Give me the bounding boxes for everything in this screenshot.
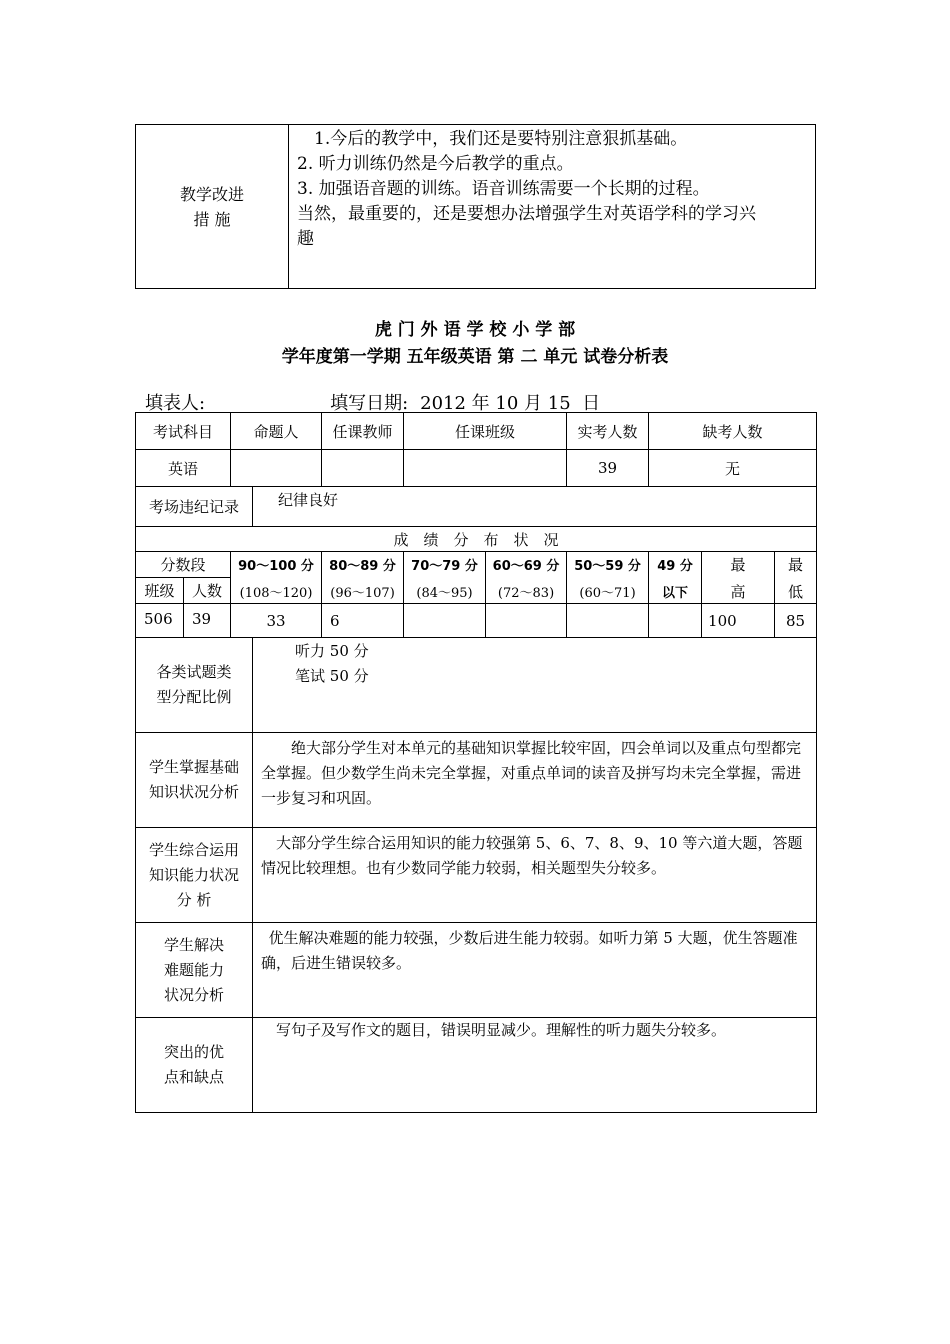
improvement-line-1: 1.今后的教学中，我们还是要特别注意狠抓基础。 [314, 129, 688, 149]
section-difficult-text: 优生解决难题的能力较强，少数后进生能力较弱。如听力第 5 大题，优生答题准确，后进生错误较多。 [261, 929, 798, 972]
section-basic-body [253, 733, 817, 828]
section-apply-text: 大部分学生综合运用知识的能力较强第 5、6、7、8、9、10 等六道大题，答题情况比较理想。也有少数同学能力较弱，相关题型失分较多。 [261, 834, 803, 877]
count-value: 39 [184, 604, 231, 638]
section-difficult-label-3: 状况分析 [164, 985, 225, 1004]
band-2 [322, 552, 404, 604]
improvement-label-line1: 教学改进 [179, 184, 244, 204]
band-4-range: (72～83) [497, 585, 555, 601]
max-line2: 高 [730, 582, 746, 601]
band-3-range: (84～95) [416, 585, 473, 601]
max-header [702, 552, 775, 604]
section-strength-label-2: 点和缺点 [164, 1068, 225, 1086]
section-basic-text: 绝大部分学生对本单元的基础知识掌握比较牢固，四会单词以及重点句型都完全掌握。但少数学生尚未完全掌握，对重点单词的读音及拼写均未完全掌握，需进一步复习和巩固。 [261, 739, 802, 807]
section-difficult-row [136, 923, 817, 1018]
band-1 [231, 552, 322, 604]
count-label: 人数 [184, 578, 231, 604]
info-header-teacher: 任课教师 [322, 413, 404, 450]
section-strength-row [136, 1018, 817, 1113]
section-difficult-label-2: 难题能力 [164, 960, 225, 979]
info-value-row [136, 450, 817, 487]
section-difficult-body [253, 923, 817, 1018]
section-apply-body [253, 828, 817, 923]
section-difficult-label-1: 学生解决 [164, 935, 225, 954]
page-title: 学年度第一学期 五年级英语 第 二 单元 试卷分析表 [281, 347, 669, 367]
section-apply-label-1: 学生综合运用 [149, 840, 240, 859]
band-label-row [136, 552, 817, 578]
info-header-present: 实考人数 [567, 413, 649, 450]
analysis-table [135, 412, 817, 1113]
below49-line2: 以下 [662, 585, 689, 601]
info-value-class [404, 450, 567, 487]
max-score: 100 [702, 604, 775, 638]
section-basic-row [136, 733, 817, 828]
section-ratio-text-2: 笔试 50 分 [295, 667, 369, 685]
below49-line1: 49 分 [657, 558, 693, 574]
section-strength-text: 写句子及写作文的题目，错误明显减少。理解性的听力题失分较多。 [276, 1021, 727, 1039]
band-4-count [486, 604, 567, 638]
section-strength-body [253, 1018, 817, 1113]
class-value: 506 [136, 604, 184, 638]
min-score: 85 [775, 604, 817, 638]
info-value-subject: 英语 [136, 450, 231, 487]
class-label: 班级 [136, 578, 184, 604]
info-value-present: 39 [567, 450, 649, 487]
improvement-label [136, 125, 289, 289]
band-below49 [649, 552, 702, 604]
date-value: 2012 年 10 月 15 日 [420, 393, 601, 414]
band-2-range: (96～107) [330, 585, 395, 601]
distribution-title: 成 绩 分 布 状 况 [136, 527, 817, 552]
min-line1: 最 [788, 555, 804, 574]
improvement-line-4: 当然，最重要的，还是要想办法增强学生对英语学科的学习兴 [297, 204, 756, 224]
info-value-teacher [322, 450, 404, 487]
section-difficult-label [136, 923, 253, 1018]
band-3-count [404, 604, 486, 638]
info-header-subject: 考试科目 [136, 413, 231, 450]
date-label: 填写日期: [330, 393, 409, 414]
section-ratio-text-1: 听力 50 分 [295, 642, 369, 660]
section-basic-label-1: 学生掌握基础 [149, 758, 240, 776]
info-header-class: 任课班级 [404, 413, 567, 450]
improvement-table [135, 124, 816, 289]
band-3 [404, 552, 486, 604]
band-5 [567, 552, 649, 604]
band-5-count [567, 604, 649, 638]
section-basic-label [136, 733, 253, 828]
improvement-line-5: 趣 [297, 229, 314, 249]
distribution-title-row [136, 527, 817, 552]
section-strength-label [136, 1018, 253, 1113]
discipline-label: 考场违纪记录 [136, 487, 253, 527]
filler-label: 填表人: [145, 393, 206, 414]
band-5-range: (60～71) [579, 585, 636, 601]
below49-count [649, 604, 702, 638]
score-band-label: 分数段 [136, 552, 231, 578]
section-basic-label-2: 知识状况分析 [149, 783, 240, 801]
band-1-count: 33 [231, 604, 322, 638]
discipline-value: 纪律良好 [253, 487, 817, 527]
section-strength-label-1: 突出的优 [164, 1043, 225, 1061]
improvement-label-line2: 措 施 [193, 209, 231, 229]
info-header-absent: 缺考人数 [649, 413, 817, 450]
band-1-label: 90～100 分 [238, 558, 314, 574]
section-apply-label-3: 分 析 [176, 890, 212, 909]
info-value-setter [231, 450, 322, 487]
improvement-content [289, 125, 816, 289]
section-ratio-label [136, 638, 253, 733]
section-ratio-label-1: 各类试题类 [156, 663, 232, 681]
section-apply-row [136, 828, 817, 923]
min-line2: 低 [788, 582, 804, 601]
distribution-data-row [136, 604, 817, 638]
section-apply-label [136, 828, 253, 923]
section-apply-label-2: 知识能力状况 [149, 865, 240, 884]
min-header [775, 552, 817, 604]
section-ratio-label-2: 型分配比例 [156, 688, 232, 706]
band-4-label: 60～69 分 [492, 558, 560, 574]
band-3-label: 70～79 分 [411, 558, 478, 574]
band-5-label: 50～59 分 [574, 558, 641, 574]
info-value-absent: 无 [649, 450, 817, 487]
info-header-setter: 命题人 [231, 413, 322, 450]
info-header-row [136, 413, 817, 450]
band-4 [486, 552, 567, 604]
improvement-line-3: 3. 加强语音题的训练。语音训练需要一个长期的过程。 [297, 179, 710, 199]
school-name: 虎 门 外 语 学 校 小 学 部 [374, 320, 576, 340]
max-line1: 最 [730, 555, 746, 574]
band-2-label: 80～89 分 [329, 558, 396, 574]
band-2-count: 6 [322, 604, 404, 638]
improvement-line-2: 2. 听力训练仍然是今后教学的重点。 [297, 154, 574, 174]
band-1-range: (108～120) [239, 585, 313, 601]
section-ratio-body [253, 638, 817, 733]
section-ratio-row [136, 638, 817, 733]
discipline-row [136, 487, 817, 527]
